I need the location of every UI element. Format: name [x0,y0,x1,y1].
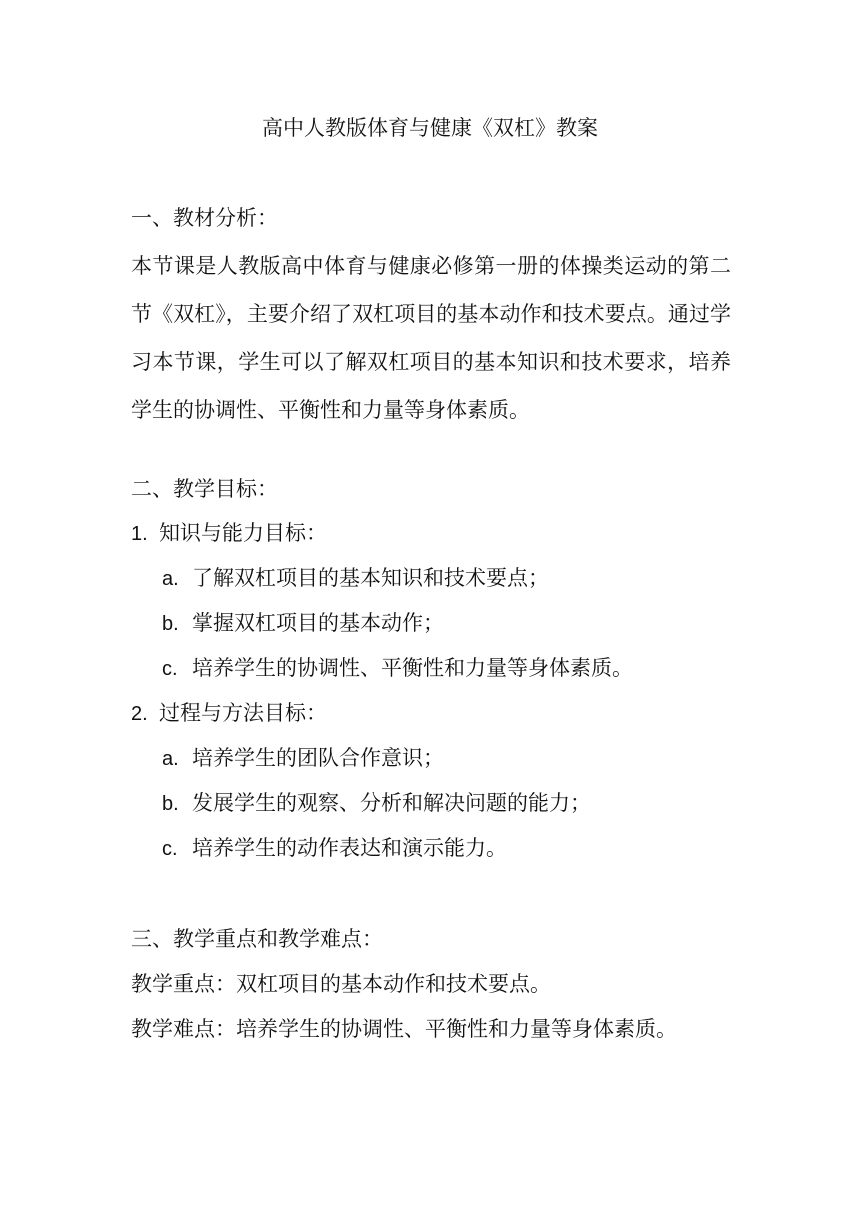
teaching-key-point: 教学重点：双杠项目的基本动作和技术要点。 [131,972,551,996]
goal-2-item-c-marker: c. [162,838,178,860]
goal-1-heading [131,517,731,550]
goal-1-item-a-marker: a. [162,568,179,590]
section-heading-key-points: 三、教学重点和教学难点： [131,927,383,951]
goal-2-item-a [162,742,762,775]
goal-1-item-b [162,607,762,640]
goal-2-number: 2. [131,703,148,725]
goal-2-label: 过程与方法目标： [159,701,327,725]
goal-2-item-b-marker: b. [162,793,179,815]
analysis-paragraph: 本节课是人教版高中体育与健康必修第一册的体操类运动的第二节《双杠》，主要介绍了双杠项目的基本动作和技术要点。通过学习本节课，学生可以了解双杠项目的基本知识和技术要求，培养学生的协调性、平衡性和力量等身体素质。 [131,254,731,422]
goal-2-item-b [162,787,762,820]
goal-2-item-a-text: 培养学生的团队合作意识； [192,746,444,770]
goal-1-label: 知识与能力目标： [159,521,327,545]
section-heading-analysis: 一、教材分析： [131,206,278,230]
goal-1-item-a-text: 了解双杠项目的基本知识和技术要点； [192,566,549,590]
goal-2-item-c-text: 培养学生的动作表达和演示能力。 [192,836,507,860]
document-title: 高中人教版体育与健康《双杠》教案 [262,116,598,140]
goal-1-item-b-text: 掌握双杠项目的基本动作； [192,611,444,635]
goal-2-item-b-text: 发展学生的观察、分析和解决问题的能力； [192,791,591,815]
goal-1-item-b-marker: b. [162,613,179,635]
goal-1-item-c [162,652,762,685]
goal-1-item-c-text: 培养学生的协调性、平衡性和力量等身体素质。 [192,656,633,680]
goal-1-item-c-marker: c. [162,658,178,680]
goal-1-number: 1. [131,523,148,545]
teaching-difficulty: 教学难点：培养学生的协调性、平衡性和力量等身体素质。 [131,1017,677,1041]
goal-1-item-a [162,562,762,595]
section-heading-objectives: 二、教学目标： [131,477,278,501]
goal-2-item-c [162,832,762,865]
goal-2-item-a-marker: a. [162,748,179,770]
goal-2-heading [131,697,731,730]
